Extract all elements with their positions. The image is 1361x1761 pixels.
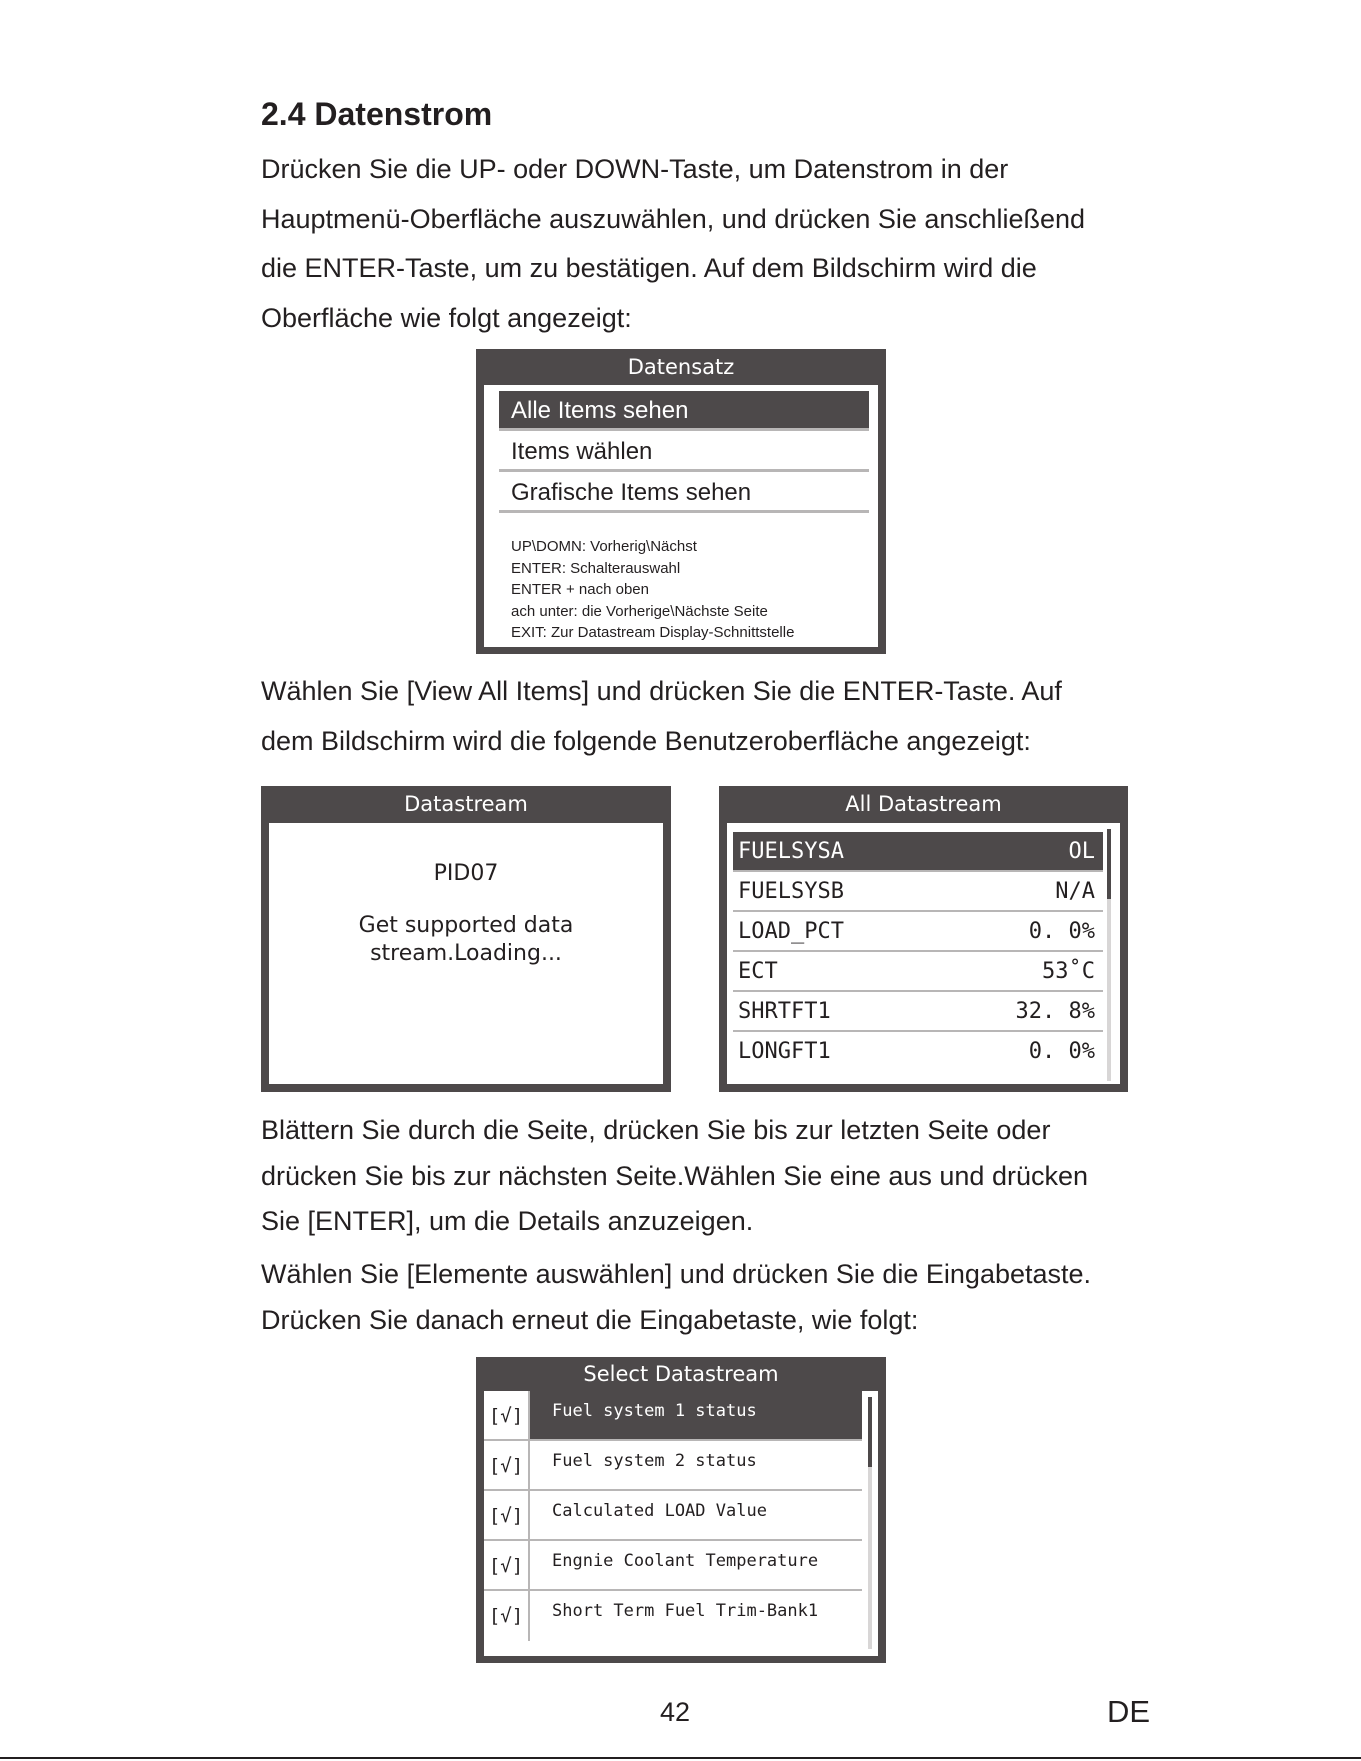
select-row-label: Fuel system 1 status (530, 1391, 862, 1441)
loading-line: Get supported data (358, 913, 574, 938)
browse-line: Blättern Sie durch die Seite, drücken Sie bis zur letzten Seite oder (261, 1115, 1051, 1145)
pid-value: 32. 8% (1015, 999, 1095, 1024)
select-datastream-screen (476, 1357, 886, 1663)
datastream-row[interactable] (733, 912, 1103, 952)
screen-title: Datensatz (627, 355, 735, 379)
screen-body (484, 385, 878, 647)
pid-label: PID07 (433, 861, 499, 886)
pid-name: FUELSYSB (738, 879, 844, 904)
screen-title: All Datastream (845, 792, 1002, 816)
browse-line: Sie [ENTER], um die Details anzuzeigen. (261, 1206, 754, 1236)
datastream-row[interactable] (733, 832, 1103, 872)
screen-title: Select Datastream (583, 1362, 779, 1386)
pid-name: FUELSYSA (738, 839, 844, 864)
intro-line: Drücken Sie die UP- oder DOWN-Taste, um Datenstrom in der (261, 154, 1009, 184)
screen-title: Datastream (404, 792, 528, 816)
select-row[interactable] (484, 1541, 862, 1591)
intro-line: die ENTER-Taste, um zu bestätigen. Auf dem Bildschirm wird die (261, 253, 1037, 283)
select-row[interactable] (484, 1391, 862, 1441)
select-row-label: Engnie Coolant Temperature (530, 1541, 862, 1591)
select-paragraph (261, 1252, 1181, 1343)
checkbox[interactable]: [√] (484, 1591, 530, 1641)
screen-body (484, 1391, 878, 1656)
screen-body (269, 823, 663, 1084)
datastream-row[interactable] (733, 872, 1103, 912)
checkbox[interactable]: [√] (484, 1491, 530, 1541)
select-line: Wählen Sie [Elemente auswählen] und drücken Sie die Eingabetaste. (261, 1259, 1092, 1289)
menu-item-graph-items[interactable]: Grafische Items sehen (499, 473, 869, 513)
intro-paragraph (261, 145, 1181, 343)
datastream-row[interactable] (733, 1032, 1103, 1072)
help-line: EXIT: Zur Datastream Display-Schnittstelle (511, 624, 795, 641)
scrollbar[interactable] (868, 1397, 872, 1649)
pid-value: 0. 0% (1028, 1039, 1095, 1064)
pid-value: 0. 0% (1028, 919, 1095, 944)
screen-body (727, 823, 1120, 1084)
select-row-label: Short Term Fuel Trim-Bank1 (552, 1601, 819, 1621)
help-text (511, 536, 794, 644)
bottom-rule (0, 1757, 1361, 1759)
view-all-line: dem Bildschirm wird die folgende Benutzeroberfläche angezeigt: (261, 725, 1031, 756)
pid-name: SHRTFT1 (738, 999, 831, 1024)
intro-line: Oberfläche wie folgt angezeigt: (261, 302, 632, 333)
view-all-line: Wählen Sie [View All Items] und drücken Sie die ENTER-Taste. Auf (261, 676, 1062, 706)
select-row-label: Fuel system 2 status (530, 1441, 862, 1491)
all-datastream-screen (719, 786, 1128, 1092)
datastream-row[interactable] (733, 952, 1103, 992)
datastream-loading-screen (261, 786, 671, 1092)
section-heading: 2.4 Datenstrom (261, 96, 493, 132)
select-row-label: Calculated LOAD Value (530, 1491, 862, 1541)
help-line: ENTER + nach oben (511, 581, 649, 598)
datensatz-screen (476, 349, 886, 654)
pid-value: N/A (1055, 879, 1095, 904)
pid-value: 53˚C (1042, 959, 1095, 984)
loading-line: stream.Loading... (370, 941, 562, 966)
scrollbar-thumb[interactable] (868, 1397, 872, 1467)
select-row[interactable] (484, 1441, 862, 1491)
scrollbar-thumb[interactable] (1107, 829, 1111, 899)
menu-item-view-all[interactable]: Alle Items sehen (499, 391, 869, 431)
pid-name: LOAD_PCT (738, 919, 844, 944)
checkbox[interactable]: [√] (484, 1441, 530, 1491)
browse-paragraph (261, 1108, 1181, 1245)
datastream-row[interactable] (733, 992, 1103, 1032)
browse-line: drücken Sie bis zur nächsten Seite.Wählen Sie eine aus und drücken (261, 1160, 1088, 1191)
help-line: ENTER: Schalterauswahl (511, 559, 681, 577)
checkbox[interactable]: [√] (484, 1541, 530, 1591)
select-line: Drücken Sie danach erneut die Eingabetaste, wie folgt: (261, 1304, 919, 1335)
loading-message (269, 912, 663, 968)
help-line: UP\DOMN: Vorherig\Nächst (511, 538, 697, 555)
view-all-paragraph (261, 667, 1181, 766)
pid-value: OL (1068, 839, 1095, 864)
select-row[interactable] (484, 1591, 862, 1641)
pid-name: ECT (738, 959, 778, 984)
intro-line: Hauptmenü-Oberfläche auszuwählen, und drücken Sie anschließend (261, 203, 1086, 234)
select-row[interactable] (484, 1491, 862, 1541)
pid-name: LONGFT1 (738, 1039, 831, 1064)
language-code: DE (1107, 1694, 1151, 1729)
scrollbar[interactable] (1107, 829, 1111, 1081)
checkbox[interactable]: [√] (484, 1391, 530, 1441)
menu-item-select-items[interactable]: Items wählen (499, 432, 869, 472)
page-number: 42 (660, 1697, 691, 1727)
help-line: ach unter: die Vorherige\Nächste Seite (511, 602, 768, 620)
